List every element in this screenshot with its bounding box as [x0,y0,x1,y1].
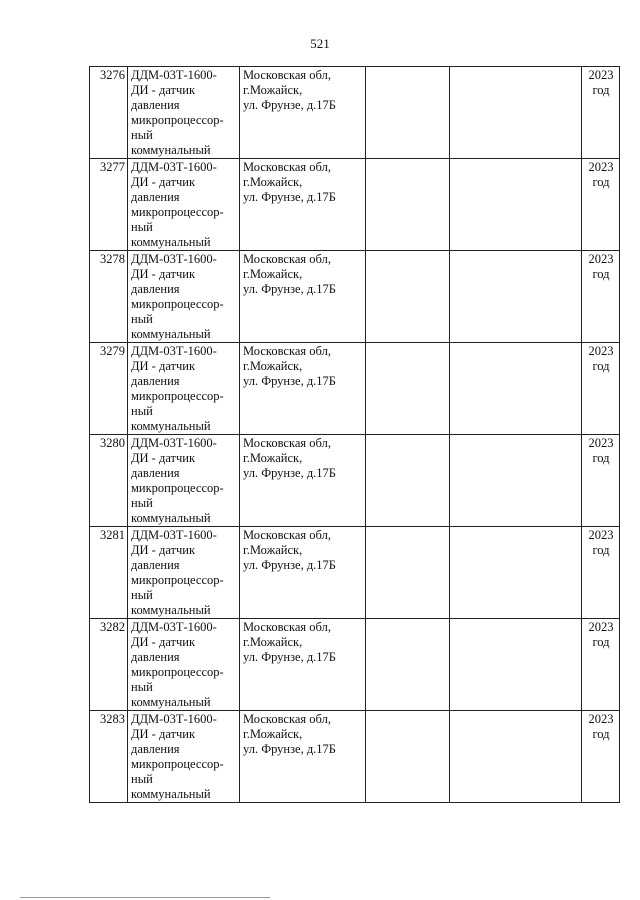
address-line: г.Можайск, [243,359,303,373]
empty-cell [450,251,582,343]
empty-cell [450,159,582,251]
address-cell [240,67,366,159]
device-name-line: ДДМ-03Т-1600- [131,344,217,358]
device-name-line: ный [131,220,153,234]
table-row [90,67,620,159]
address-cell [240,343,366,435]
year-cell [582,159,620,251]
page-number: 521 [310,36,330,51]
device-name-line: ДИ - датчик [131,83,196,97]
address-line: ул. Фрунзе, д.17Б [243,466,336,480]
row-number-cell [90,159,128,251]
device-name-line: ДДМ-03Т-1600- [131,160,217,174]
device-name-line: ный [131,312,153,326]
device-name-cell [128,527,240,619]
table-row [90,251,620,343]
address-line: г.Можайск, [243,543,303,557]
year-cell [582,67,620,159]
address-line: ул. Фрунзе, д.17Б [243,650,336,664]
device-name-line: коммунальный [131,695,211,709]
device-name-line: коммунальный [131,787,211,801]
year-line: 2023 [588,712,614,726]
device-name-line: ДДМ-03Т-1600- [131,712,217,726]
year-line: 2023 [588,528,614,542]
year-line: год [592,451,610,465]
year-line: 2023 [588,160,614,174]
empty-cell [366,435,450,527]
device-name-line: давления [131,374,180,388]
device-name-line: давления [131,98,180,112]
address-line: г.Можайск, [243,83,303,97]
address-line: г.Можайск, [243,635,303,649]
address-cell [240,619,366,711]
address-line: ул. Фрунзе, д.17Б [243,98,336,112]
device-name-line: ный [131,588,153,602]
device-name-line: микропроцессор- [131,205,224,219]
address-line: г.Можайск, [243,267,303,281]
empty-cell [366,527,450,619]
table-row [90,711,620,803]
row-number-cell [90,343,128,435]
address-line: Московская обл, [243,712,331,726]
row-number: 3277 [100,160,125,174]
row-number-cell [90,251,128,343]
device-name-line: коммунальный [131,603,211,617]
device-name-line: ДИ - датчик [131,359,196,373]
year-line: год [592,543,610,557]
empty-cell [450,619,582,711]
row-number-cell [90,711,128,803]
device-name-line: ДДМ-03Т-1600- [131,528,217,542]
device-name-line: микропроцессор- [131,113,224,127]
year-line: год [592,635,610,649]
address-line: Московская обл, [243,68,331,82]
year-line: год [592,175,610,189]
device-name-line: ный [131,680,153,694]
device-name-line: микропроцессор- [131,665,224,679]
device-name-line: коммунальный [131,511,211,525]
device-name-line: коммунальный [131,419,211,433]
address-line: г.Можайск, [243,175,303,189]
device-name-line: ный [131,496,153,510]
address-line: Московская обл, [243,528,331,542]
year-line: год [592,359,610,373]
device-name-cell [128,435,240,527]
address-line: г.Можайск, [243,451,303,465]
empty-cell [366,619,450,711]
table-row [90,619,620,711]
year-line: год [592,727,610,741]
empty-cell [450,435,582,527]
address-cell [240,711,366,803]
year-line: 2023 [588,252,614,266]
address-line: г.Можайск, [243,727,303,741]
device-name-line: коммунальный [131,327,211,341]
year-cell [582,251,620,343]
address-line: ул. Фрунзе, д.17Б [243,742,336,756]
empty-cell [366,711,450,803]
row-number-cell [90,527,128,619]
device-name-line: ДДМ-03Т-1600- [131,620,217,634]
address-cell [240,527,366,619]
device-name-line: коммунальный [131,235,211,249]
year-line: 2023 [588,620,614,634]
empty-cell [366,159,450,251]
device-name-line: ДИ - датчик [131,451,196,465]
empty-cell [366,67,450,159]
device-name-line: давления [131,190,180,204]
table-row [90,435,620,527]
address-line: ул. Фрунзе, д.17Б [243,282,336,296]
year-cell [582,343,620,435]
year-line: 2023 [588,436,614,450]
device-name-cell [128,619,240,711]
year-cell [582,435,620,527]
device-name-line: ДИ - датчик [131,267,196,281]
year-cell [582,619,620,711]
year-line: 2023 [588,68,614,82]
address-cell [240,251,366,343]
row-number: 3281 [100,528,125,542]
device-name-line: давления [131,466,180,480]
row-number: 3283 [100,712,125,726]
empty-cell [450,711,582,803]
device-name-line: давления [131,282,180,296]
address-line: Московская обл, [243,436,331,450]
year-cell [582,711,620,803]
table-row [90,159,620,251]
device-name-line: микропроцессор- [131,481,224,495]
device-name-line: ный [131,404,153,418]
device-name-cell [128,711,240,803]
address-line: Московская обл, [243,344,331,358]
row-number: 3278 [100,252,125,266]
device-name-line: ДИ - датчик [131,635,196,649]
device-name-line: ДДМ-03Т-1600- [131,68,217,82]
row-number: 3282 [100,620,125,634]
year-line: год [592,267,610,281]
device-name-cell [128,159,240,251]
device-name-line: микропроцессор- [131,297,224,311]
device-name-line: давления [131,558,180,572]
empty-cell [450,527,582,619]
address-line: ул. Фрунзе, д.17Б [243,374,336,388]
empty-cell [366,251,450,343]
registry-table [89,66,620,803]
address-cell [240,435,366,527]
year-line: год [592,83,610,97]
address-cell [240,159,366,251]
row-number-cell [90,619,128,711]
row-number-cell [90,435,128,527]
empty-cell [450,67,582,159]
address-line: Московская обл, [243,160,331,174]
table-row [90,343,620,435]
device-name-line: ный [131,772,153,786]
row-number: 3276 [100,68,125,82]
row-number-cell [90,67,128,159]
device-name-line: микропроцессор- [131,389,224,403]
device-name-line: коммунальный [131,143,211,157]
device-name-line: ДДМ-03Т-1600- [131,252,217,266]
device-name-cell [128,67,240,159]
device-name-cell [128,343,240,435]
device-name-line: микропроцессор- [131,573,224,587]
year-line: 2023 [588,344,614,358]
row-number: 3280 [100,436,125,450]
address-line: Московская обл, [243,620,331,634]
device-name-line: ДДМ-03Т-1600- [131,436,217,450]
device-name-line: ДИ - датчик [131,175,196,189]
device-name-line: ный [131,128,153,142]
address-line: ул. Фрунзе, д.17Б [243,558,336,572]
table-row [90,527,620,619]
device-name-line: давления [131,742,180,756]
scan-edge-line [20,897,270,898]
address-line: ул. Фрунзе, д.17Б [243,190,336,204]
address-line: Московская обл, [243,252,331,266]
device-name-line: давления [131,650,180,664]
device-name-line: микропроцессор- [131,757,224,771]
device-name-line: ДИ - датчик [131,543,196,557]
empty-cell [366,343,450,435]
year-cell [582,527,620,619]
device-name-line: ДИ - датчик [131,727,196,741]
device-name-cell [128,251,240,343]
empty-cell [450,343,582,435]
row-number: 3279 [100,344,125,358]
